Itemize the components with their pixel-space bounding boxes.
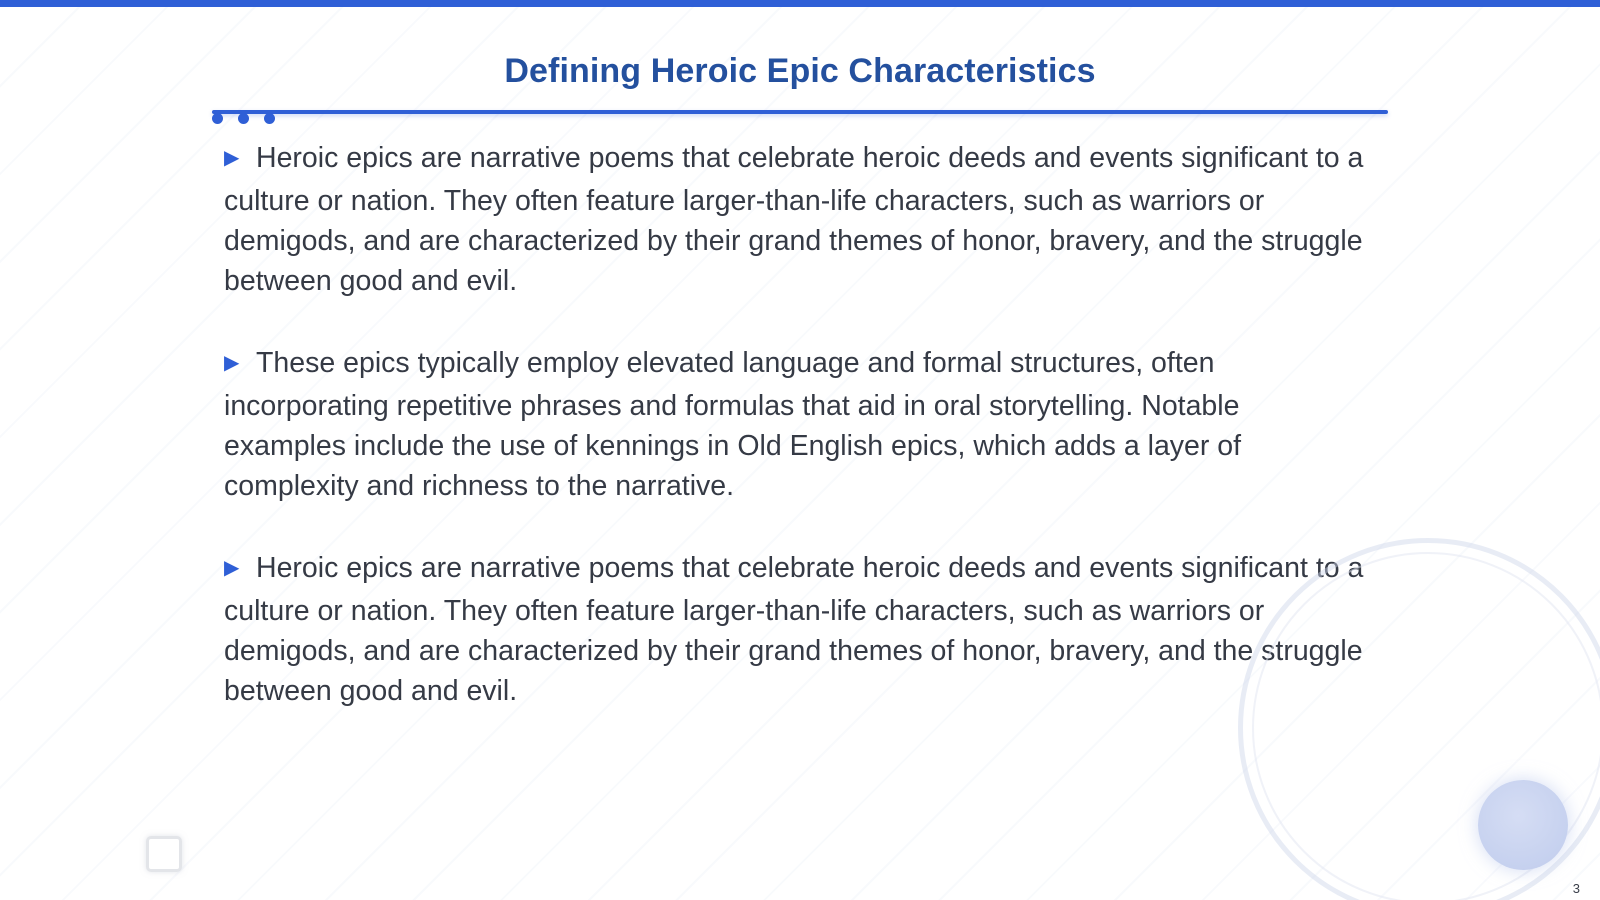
title-underline — [212, 110, 1388, 114]
triangle-bullet-icon: ▶ — [224, 147, 240, 169]
bullet-text: Heroic epics are narrative poems that celebrate heroic deeds and events significant to a culture or nation. They often feature larger-than-life characters, such as warriors or demigods, and are characterized by their grand themes of honor, bravery, and the struggle between good and evil. — [224, 552, 1364, 707]
bullet-item — [224, 548, 1364, 711]
triangle-bullet-icon: ▶ — [224, 557, 240, 579]
bullet-text: These epics typically employ elevated language and formal structures, often incorporating repetitive phrases and formulas that aid in oral storytelling. Notable examples include the use of kennings in Old English epics, which adds a layer of complexity and richness to the narrative. — [224, 347, 1242, 502]
bullet-item — [224, 138, 1364, 301]
page-number: 3 — [1572, 881, 1580, 896]
bullet-text: Heroic epics are narrative poems that celebrate heroic deeds and events significant to a culture or nation. They often feature larger-than-life characters, such as warriors or demigods, and are characterized by their grand themes of honor, bravery, and the struggle between good and evil. — [224, 142, 1364, 297]
bullet-list — [224, 138, 1364, 753]
top-accent-bar — [0, 0, 1600, 7]
decorative-dot-2 — [238, 113, 249, 124]
triangle-bullet-icon: ▶ — [224, 352, 240, 374]
decorative-square — [146, 836, 182, 872]
slide-title: Defining Heroic Epic Characteristics — [504, 52, 1096, 90]
decorative-circle — [1478, 780, 1568, 870]
bullet-item — [224, 343, 1364, 506]
decorative-dot-1 — [212, 113, 223, 124]
decorative-dot-3 — [264, 113, 275, 124]
